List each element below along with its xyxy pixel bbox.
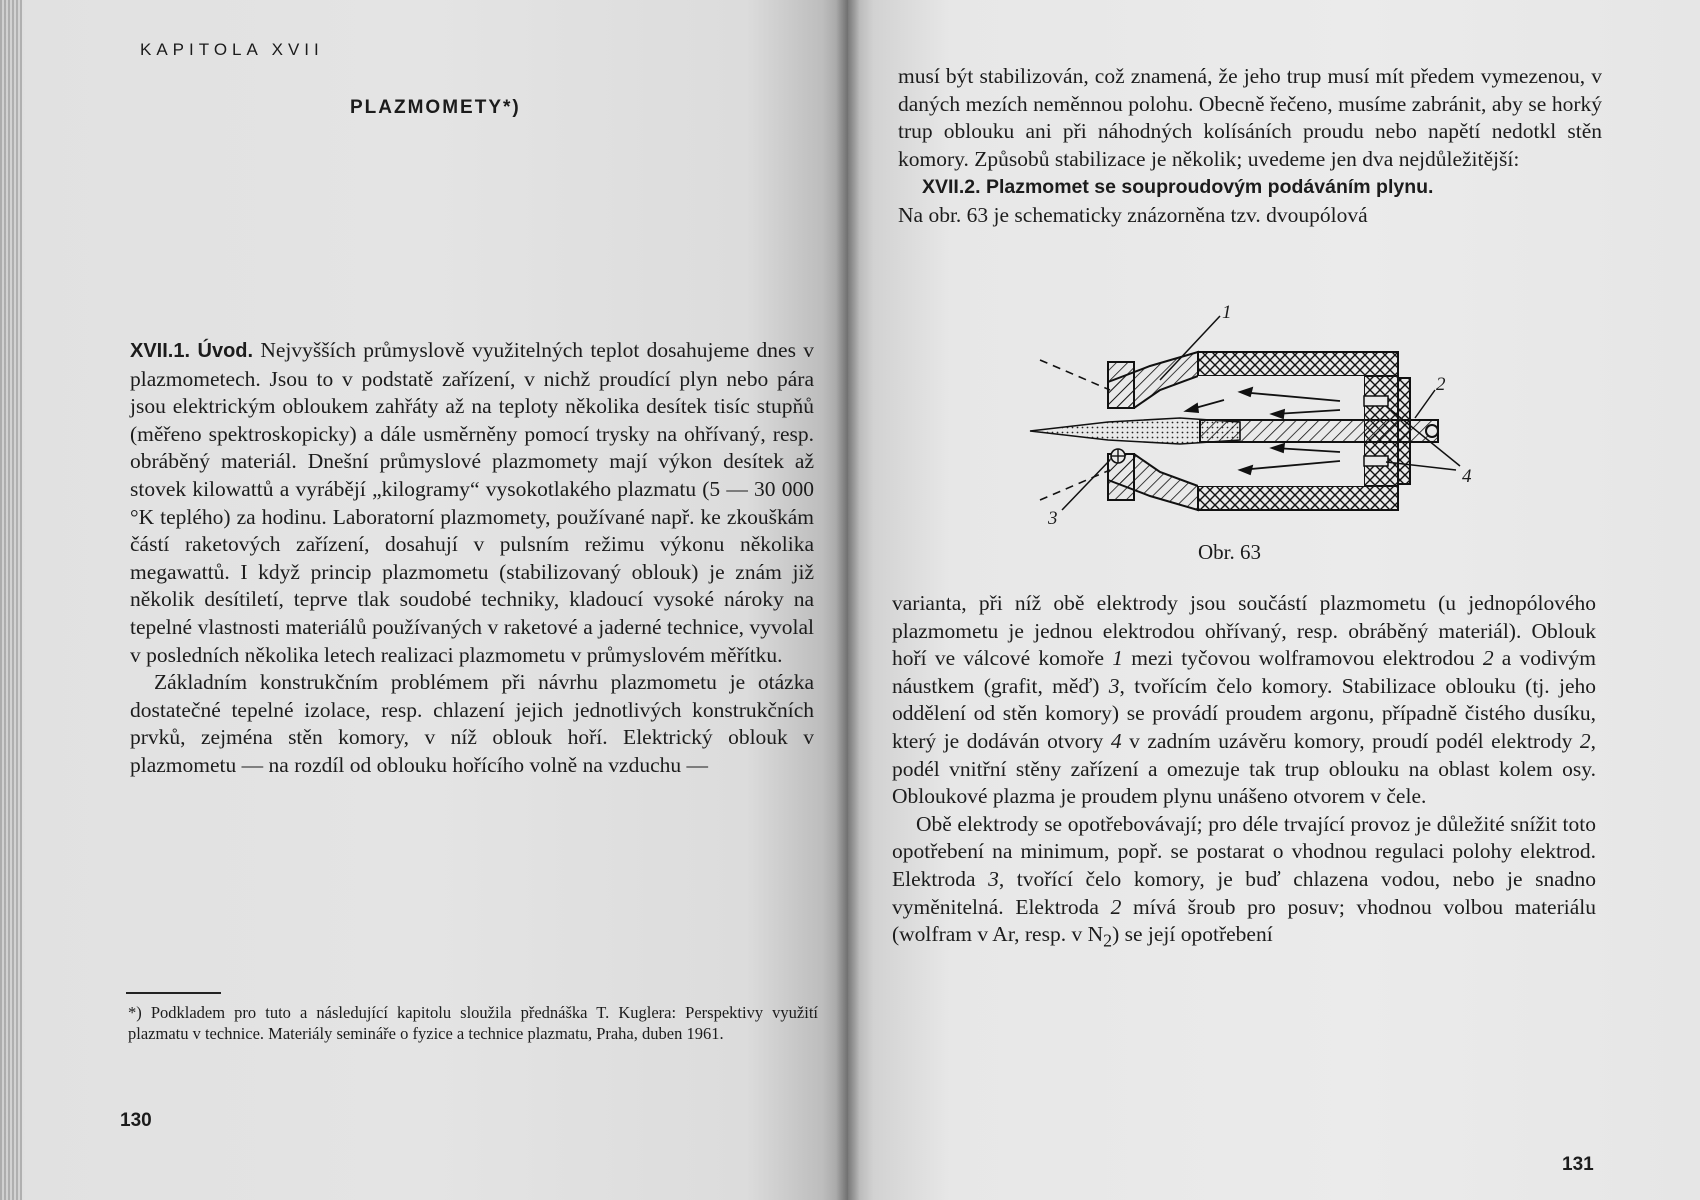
text-run: , tvořícím čelo komory. Stabilizace oblouku (tj. jeho oddělení od stěn komory) se provádí proudem argonu, případně čistého dusíku, který je dodáván otvory	[892, 673, 1596, 753]
right-bottom-text	[892, 590, 1596, 955]
figure-ref: 3	[988, 866, 999, 891]
figure-ref: 2	[1482, 646, 1494, 671]
text-run: a vodivým náustkem (grafit, měď)	[892, 646, 1597, 698]
figure-ref: 3	[1108, 673, 1120, 698]
rod-end	[1426, 425, 1438, 437]
figure-label-4: 4	[1462, 466, 1472, 487]
figure-label-3: 3	[1048, 508, 1058, 529]
right-top-text	[898, 63, 1602, 230]
running-head: KAPITOLA XVII	[140, 40, 324, 59]
chapter-title: PLAZMOMETY*)	[350, 97, 521, 118]
section-2-intro: Na obr. 63 je schematicky znázorněna tzv. dvoupólová	[898, 202, 1368, 227]
rod-electrode	[1200, 420, 1438, 442]
paragraph-after-figure	[892, 590, 1596, 811]
page-number-right: 131	[1562, 1154, 1594, 1175]
section-2-paragraph	[898, 173, 1602, 202]
text-run: , podél vnitřní stěny zařízení a omezuje tak trup oblouku na oblast kolem osy. Obloukové plazma je proudem plynu unášeno otvorem v čele.	[892, 728, 1596, 809]
right-page	[848, 0, 1700, 1200]
section-1-paragraph	[130, 337, 814, 669]
paragraph-2: Základním konstrukčním problémem při návrhu plazmometu je otázka dostatečné tepelné izolace, resp. chlazení jejich jednotlivých konstrukčních prvků, zejména stěn komory, v níž oblouk hoří. Elektrický oblouk v plazmometu — na rozdíl od oblouku hořícího volně na vzduchu —	[130, 670, 814, 777]
casing-bottom	[1198, 486, 1398, 510]
text-run: v zadním uzávěru komory, proudí podél elektrody	[1121, 728, 1580, 753]
text-run: mívá šroub pro posuv; vhodnou volbou materiálu (wolfram v Ar, resp. v N	[892, 894, 1596, 947]
nozzle-front-top	[1108, 362, 1134, 408]
page-edge	[0, 0, 22, 1200]
text-run: ) se její opotřebení	[1112, 922, 1273, 947]
figure-ref: 2	[1110, 894, 1122, 919]
section-1-heading: XVII.1. Úvod.	[130, 340, 254, 362]
left-page	[0, 0, 848, 1200]
gas-inlet	[1364, 396, 1388, 406]
figure-label-2: 2	[1436, 374, 1446, 395]
paragraph-top: musí být stabilizován, což znamená, že jeho trup musí mít předem vymezenou, v daných mezích neměnnou polohu. Obecně řečeno, musíme zabránit, aby se horký trup oblouku ani při náhodných kolísáních proudu nebo napětí nedotkl stěn komory. Způsobů stabilizace je několik; uvedeme jen dva nejdůležitější:	[898, 64, 1602, 171]
section-1-text: Nejvyšších průmyslově využitelných teplot dosahujeme dnes v plazmometech. Jsou to v podstatě zařízení, v nichž proudící plyn nebo pára jsou elektrickým obloukem zahřáty až na teploty několika desítek tisíc stupňů (měřeno spektroskopicky) a dále usměrněny pomocí trysky na ohřívaný, resp. obráběný materiál. Dnešní průmyslové plazmomety mají výkon desítek až stovek kilowattů a vyrábějí „kilogramy“ vysokotlakého plazmatu (5 — 30 000 °K teplého) za hodinu. Laboratorní plazmomety, používané např. ke zkouškám částí raketových zařízení, dosahují v pulsním režimu výkonu několika megawattů. I když princip plazmometu (stabilizovaný oblouk) je znám již několik desítiletí, teprve tlak soudobé techniky, kladoucí vysoké nároky na tepelné vlastnosti materiálů používaných v raketové a jaderné technice, vyvolal v posledních několika letech realizaci plazmometu v průmyslovém měřítku.	[130, 338, 815, 667]
figure-caption: Obr. 63	[1198, 540, 1261, 564]
footnote-rule	[126, 992, 221, 994]
page-number-left: 130	[120, 1110, 152, 1131]
figure-ref: 1	[1112, 646, 1124, 671]
footnote: *) Podkladem pro tuto a následující kapitolu sloužila přednáška T. Kuglera: Perspektivy využití plazmatu v technice. Materiály semináře o fyzice a technice plazmatu, Praha, duben 1961.	[128, 1003, 818, 1043]
figure-label-1: 1	[1222, 302, 1232, 323]
figure-ref: 2	[1579, 728, 1591, 753]
left-body-text	[130, 337, 814, 780]
text-run: Obě elektrody se opotřebovávají; pro déle trvající provoz je důležité snížit toto opotřebení na minimum, popř. se postarat o vhodnou regulaci polohy elektrod. Elektroda	[892, 811, 1596, 891]
book-gutter	[836, 0, 860, 1200]
section-2-heading: XVII.2. Plazmomet se souproudovým podáváním plynu.	[922, 176, 1434, 199]
subscript: 2	[1103, 930, 1113, 951]
casing-top	[1198, 352, 1398, 376]
paragraph-last	[892, 811, 1596, 955]
diagram-svg	[1010, 310, 1490, 555]
text-run: varianta, při níž obě elektrody jsou součástí plazmometu (u jednopólového plazmometu je jednou elektrodou ohřívaný, resp. obráběný materiál). Oblouk hoří ve válcové komoře	[892, 591, 1596, 671]
figure-ref: 4	[1110, 728, 1122, 753]
gas-inlet	[1364, 456, 1388, 466]
text-run: mezi tyčovou wolframovou elektrodou	[1123, 646, 1483, 671]
text-run: , tvořící čelo komory, je buď chlazena vodou, nebo je snadno vyměnitelná. Elektroda	[892, 866, 1596, 919]
plasma-torch-diagram	[1010, 302, 1490, 555]
